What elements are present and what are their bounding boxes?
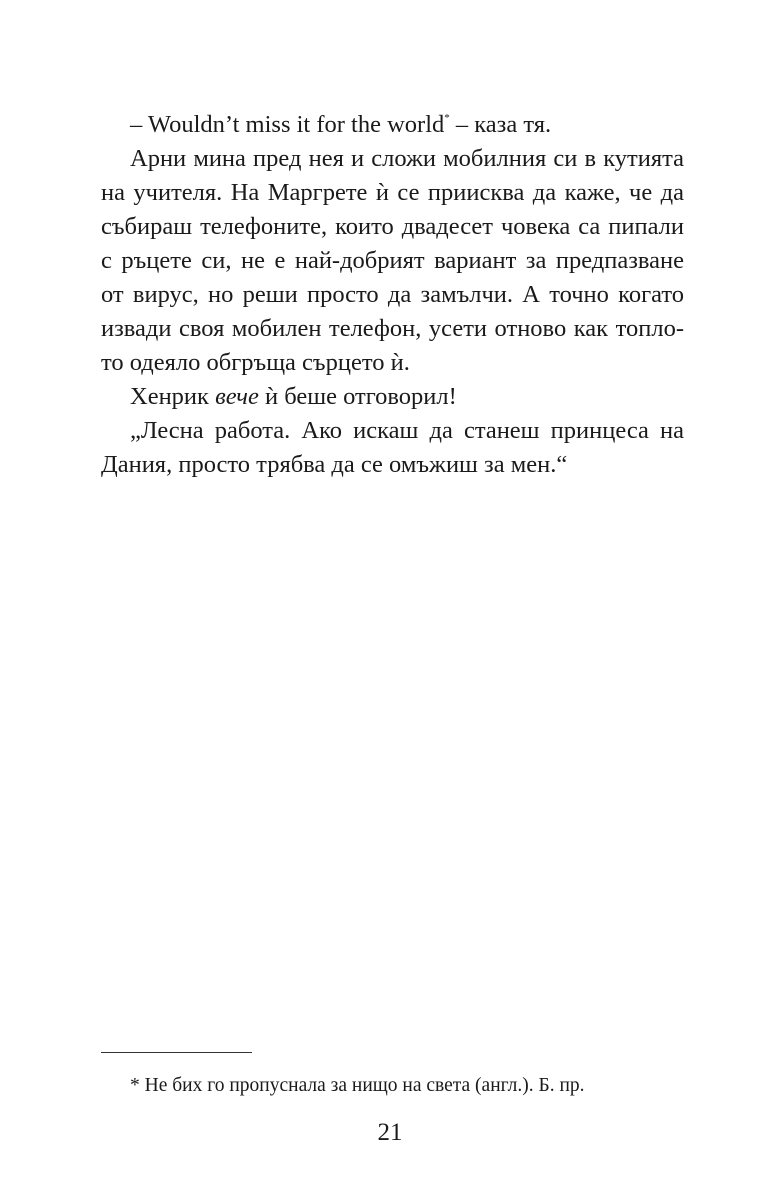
footnote: * Не бих го пропуснала за нищо на света (англ.). Б. пр. [130, 1075, 585, 1096]
text-span: ѝ беше отговорил! [258, 383, 457, 410]
paragraph-line: от вирус, но реши просто да замълчи. А точно когато [101, 281, 684, 308]
paragraph-line: то одеяло обгръща сърцето ѝ. [101, 349, 410, 376]
dialogue-attribution: – каза тя. [449, 111, 552, 138]
footnote-marker: * [444, 112, 450, 124]
paragraph-line: на учителя. На Маргрете ѝ се приисква да каже, че да [101, 179, 684, 206]
dialogue-text: – Wouldn’t miss it for the world [130, 111, 445, 138]
emphasized-word: вече [215, 383, 259, 410]
quoted-message-line: Дания, просто трябва да се омъжиш за мен.“ [101, 451, 568, 478]
body-text [101, 108, 684, 482]
page-number: 21 [377, 1119, 403, 1146]
paragraph-line: събираш телефоните, които двадесет човека са пипали [101, 213, 684, 240]
paragraph-line: с ръцете си, не е най-добрият вариант за предпазване [101, 247, 684, 274]
quoted-message-line: „Лесна работа. Ако искаш да станеш принцеса на [130, 417, 684, 444]
footnote-divider [101, 1052, 252, 1053]
paragraph-line: извади своя мобилен телефон, усети отново как топло- [101, 315, 684, 342]
paragraph-line: Арни мина пред нея и сложи мобилния си в кутията [130, 145, 684, 172]
dialogue-line [101, 108, 684, 142]
text-span: Хенрик [130, 383, 216, 410]
paragraph-line [101, 380, 684, 414]
